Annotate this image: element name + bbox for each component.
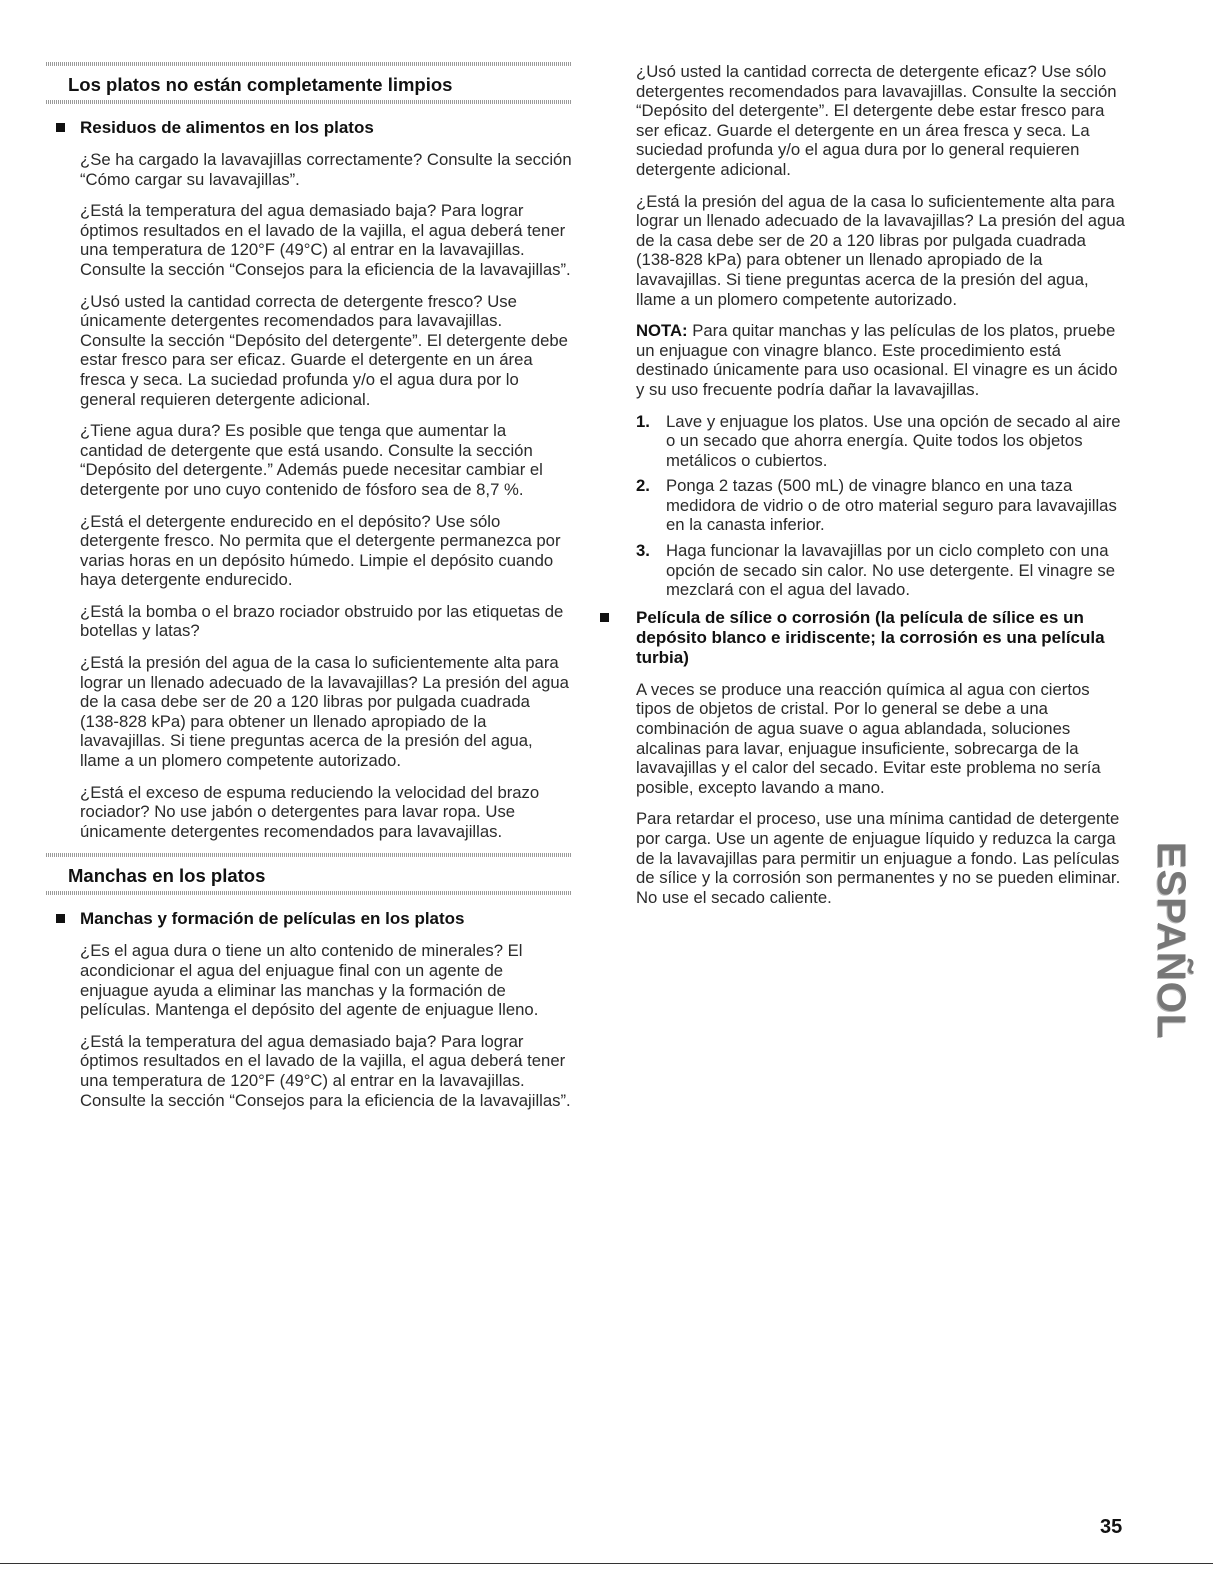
paragraph: ¿Está la temperatura del agua demasiado baja? Para lograr óptimos resultados en el lavado de la vajilla, el agua deberá tener una temperatura de 120°F (49°C) al entrar en la lavavajillas. Consulte la sección “Consejos para la eficiencia de la lavavajillas”. — [80, 201, 571, 279]
section-title: Los platos no están completamente limpios — [68, 74, 453, 95]
square-bullet-icon — [56, 914, 65, 923]
bullet-heading — [46, 909, 572, 929]
paragraph: ¿Está la presión del agua de la casa lo suficientemente alta para lograr un llenado adecuado de la lavavajillas? La presión del agua de la casa debe ser de 20 a 120 libras por pulgada cuadrada (138-828 kPa) para obtener un llenado apropiado de la lavavajillas. Si tiene preguntas acerca de la presión del agua, llame a un plomero competente autorizado. — [636, 191, 1125, 309]
section-title: Manchas en los platos — [68, 865, 266, 887]
bullet-heading-text: Película de sílice o corrosión (la película de sílice es un depósito blanco e iridiscente; la corrosión es una película turbia) — [636, 607, 1105, 667]
square-bullet-icon — [56, 123, 65, 132]
paragraph: ¿Se ha cargado la lavavajillas correctamente? Consulte la sección “Cómo cargar su lavavajillas”. — [80, 150, 572, 189]
page-number: 35 — [1100, 1516, 1123, 1538]
bullet-heading-text: Residuos de alimentos en los platos — [80, 118, 374, 137]
step-number: 2. — [636, 476, 650, 496]
dotted-rule — [46, 100, 572, 104]
paragraph: ¿Es el agua dura o tiene un alto contenido de minerales? El acondicionar el agua del enjuague final con un agente de enjuague ayuda a eliminar las manchas y la formación de películas. Mantenga el depósito del agente de enjuague lleno. — [80, 941, 539, 1020]
paragraph: ¿Está la bomba o el brazo rociador obstruido por las etiquetas de botellas y latas? — [80, 601, 564, 641]
step-text: Ponga 2 tazas (500 mL) de vinagre blanco en una taza medidora de vidrio o de otro material seguro para lavavajillas en la canasta inferior. — [666, 476, 1117, 535]
note-label: NOTA: — [636, 321, 688, 341]
section-body — [46, 941, 572, 1110]
bullet-heading — [636, 608, 1126, 668]
paragraph: ¿Está el exceso de espuma reduciendo la velocidad del brazo rociador? No use jabón o detergentes para lavar ropa. Use únicamente detergentes recomendados para lavavajillas. — [80, 782, 540, 841]
step-text: Haga funcionar la lavavajillas por un ciclo completo con una opción de secado sin calor. No use detergente. El vinagre se mezclará con el agua del lavado. — [666, 541, 1115, 600]
bullet-heading-text: Manchas y formación de películas en los platos — [80, 909, 465, 929]
section-body — [46, 150, 572, 841]
paragraph: ¿Usó usted la cantidad correcta de detergente fresco? Use únicamente detergentes recomendados para lavavajillas. Consulte la sección “Depósito del detergente”. El detergente debe estar fresco para ser eficaz. Guarde el detergente en un área fresca y seca. La suciedad profunda y/o el agua dura por lo general requieren detergente adicional. — [80, 291, 568, 409]
step-text: Lave y enjuague los platos. Use una opción de secado al aire o un secado que ahorra energía. Quite todos los objetos metálicos o cubiertos. — [666, 411, 1121, 470]
numbered-steps — [636, 412, 1126, 600]
left-column — [46, 62, 572, 1122]
note-text: Para quitar manchas y las películas de los platos, pruebe un enjuague con vinagre blanco. Este procedimiento está destinado únicamente para uso ocasional. El vinagre es un ácido y su uso frecuente podría dañar la lavavajillas. — [636, 321, 1118, 399]
step-item — [636, 476, 1126, 535]
paragraph: ¿Usó usted la cantidad correcta de detergente eficaz? Use sólo detergentes recomendados para lavavajillas. Consulte la sección “Depósito del detergente”. El detergente debe estar fresco para ser eficaz. Guarde el detergente en un área fresca y seca. La suciedad profunda y/o el agua dura por lo general requieren detergente adicional. — [636, 62, 1117, 179]
paragraph: A veces se produce una reacción química al agua con ciertos tipos de objetos de cristal. Por lo general se debe a una combinación de agua suave o agua ablandada, soluciones alcalinas para lavar, enjuague insuficiente, sobrecarga de la lavavajillas y el calor del secado. Evitar este problema no sería posible, excepto lavando a mano. — [636, 679, 1101, 797]
paragraph: ¿Está el detergente endurecido en el depósito? Use sólo detergente fresco. No permita que el detergente permanezca por varias horas en un depósito húmedo. Limpie el depósito cuando haya detergente endurecido. — [80, 511, 561, 590]
section-header — [46, 62, 572, 104]
note-paragraph — [636, 321, 1126, 399]
side-tab-label: ESPAÑOL — [1149, 841, 1194, 1039]
paragraph: ¿Está la temperatura del agua demasiado baja? Para lograr óptimos resultados en el lavado de la vajilla, el agua deberá tener una temperatura de 120°F (49°C) al entrar en la lavavajillas. Consulte la sección “Consejos para la eficiencia de la lavavajillas”. — [80, 1031, 571, 1110]
side-language-tab — [1148, 822, 1194, 1058]
square-bullet-icon — [600, 613, 609, 622]
footer-rule — [0, 1563, 1213, 1564]
section-header — [46, 853, 572, 895]
right-column — [636, 62, 1126, 919]
step-number: 3. — [636, 541, 650, 561]
step-number: 1. — [636, 411, 650, 431]
bullet-heading — [46, 118, 572, 138]
step-item — [636, 541, 1126, 600]
paragraph: ¿Tiene agua dura? Es posible que tenga que aumentar la cantidad de detergente que está usando. Consulte la sección “Depósito del detergente.” Además puede necesitar cambiar el detergente por uno cuyo contenido de fósforo sea de 8,7 %. — [80, 421, 543, 499]
paragraph: ¿Está la presión del agua de la casa lo suficientemente alta para lograr un llenado adecuado de la lavavajillas? La presión del agua de la casa debe ser de 20 a 120 libras por pulgada cuadrada (138-828 kPa) para obtener un llenado apropiado de la lavavajillas. Si tiene preguntas acerca de la presión del agua, llame a un plomero competente autorizado. — [80, 653, 569, 771]
paragraph: Para retardar el proceso, use una mínima cantidad de detergente por carga. Use un agente de enjuague líquido y reduzca la carga de la lavavajillas para permitir un enjuague a fondo. Las películas de sílice y la corrosión son permanentes y no se pueden eliminar. No use el secado caliente. — [636, 809, 1121, 907]
step-item — [636, 412, 1126, 471]
dotted-rule — [46, 891, 572, 895]
